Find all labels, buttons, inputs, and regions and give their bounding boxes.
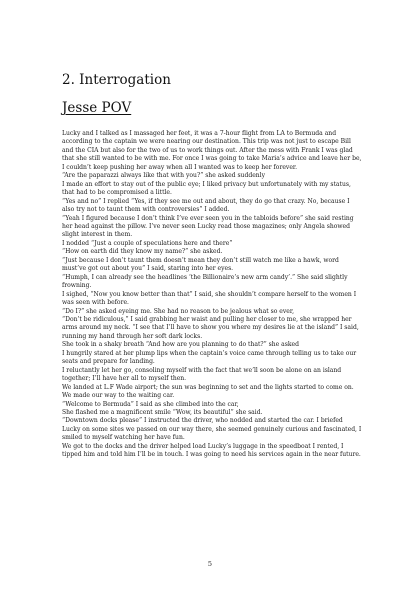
paragraph: “How on earth did they know my name?” she asked. — [62, 248, 223, 256]
paragraph: We got to the docks and the driver helped load Lucky’s luggage in the speedboat I rented, I tipped him and told him I’ll be in touch. I was going to need his services again in the near future. — [62, 442, 361, 459]
paragraph: “Don’t be ridiculous,” I said grabbing her waist and pulling her closer to me, she wrapped her arms around my neck. “I see that I’ll have to show you where my desires lie at the island” I said, running my hand through her soft dark locks. — [62, 315, 359, 340]
paragraph: “Yes and no” I replied “Yes, if they see me out and about, they do go that crazy. No, because I also try not to taunt them with controversies” I added. — [62, 197, 350, 214]
paragraph: “Yeah I figured because I don’t think I’ve ever seen you in the tabloids before” she said resting her head against the pillow. I’ve never seen Lucky read those magazines; only Angela showed slight interest in them. — [62, 214, 354, 239]
page-number: 5 — [207, 560, 213, 568]
paragraph: She flashed me a magnificent smile “Wow, its beautiful” she said. — [62, 408, 263, 416]
paragraph: I made an effort to stay out of the public eye; I liked privacy but unfortunately with my status, that had to be compromised a little. — [62, 180, 351, 197]
paragraph: She took in a shaky breath “And how are you planning to do that?” she asked — [62, 341, 299, 349]
body-text — [62, 130, 362, 460]
paragraph: I nodded “Just a couple of speculations here and there” — [62, 239, 233, 247]
paragraph: “Are the paparazzi always like that with you?” she asked suddenly — [62, 172, 266, 180]
pov-heading: Jesse POV — [62, 100, 132, 116]
paragraph: “Just because I don’t taunt them doesn’t mean they don’t still watch me like a hawk, word must’ve got out about you” I said, staring into her eyes. — [62, 256, 339, 273]
paragraph: I sighed, “Now you know better than that” I said, she shouldn’t compare herself to the women I was seen with before. — [62, 290, 357, 307]
paragraph: “Welcome to Bermuda” I said as she climbed into the car, — [62, 400, 239, 408]
paragraph: Lucky and I talked as I massaged her feet, it was a 7-hour flight from LA to Bermuda and according to the captain we were nearing our destination. This trip was not just to escape Bill and the CIA but also for the two of us to work things out. After the mess with Frank I was glad that she still wanted to be with me. For once I was going to take Maria’s advice and leave her be, I couldn’t keep pushing her away when all I wanted was to keep her forever. — [62, 130, 362, 171]
paragraph: I hungrily stared at her plump lips when the captain’s voice came through telling us to take our seats and prepare for landing. — [62, 349, 357, 366]
paragraph: We landed at L.F Wade airport; the sun was beginning to set and the lights started to come on. We made our way to the waiting car. — [62, 383, 354, 400]
paragraph: “Downtown docks please” I instructed the driver, who nodded and started the car. I briefed Lucky on some sites we passed on our way there, she seemed genuinely curious and fascinated, I smiled to myself watching her have fun. — [62, 417, 362, 442]
paragraph: “Humph, I can already see the headlines ‘the Billionaire’s new arm candy’.” She said slightly frowning. — [62, 273, 348, 290]
paragraph: “Do I?” she asked eyeing me. She had no reason to be jealous what so ever, — [62, 307, 294, 315]
chapter-title: 2. Interrogation — [62, 72, 171, 88]
paragraph: I reluctantly let her go, consoling myself with the fact that we’ll soon be alone on an island together; I’ll have her all to myself then. — [62, 366, 342, 383]
